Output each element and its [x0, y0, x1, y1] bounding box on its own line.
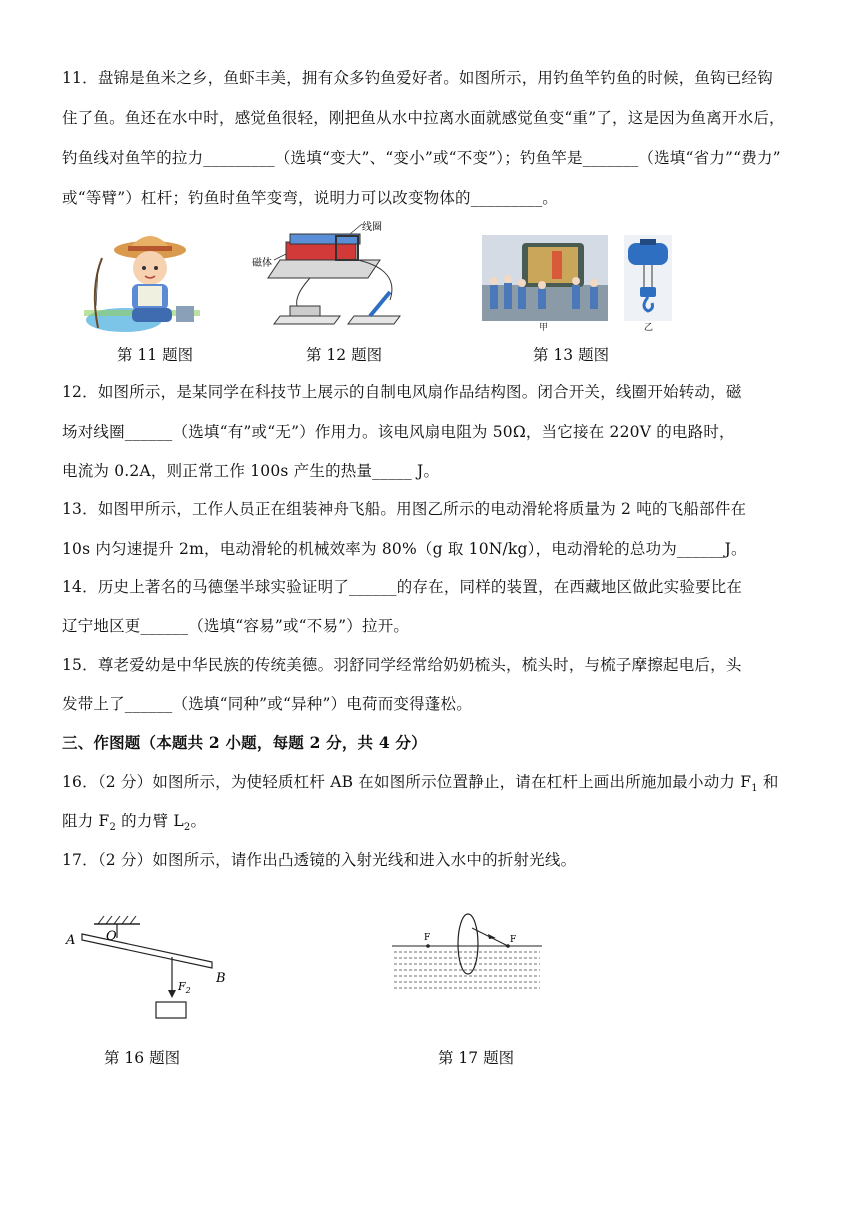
fishing-boy-illustration: [84, 228, 200, 336]
convex-lens-water-diagram: [392, 910, 542, 996]
q12-line-1: 12．如图所示，是某同学在科技节上展示的自制电风扇作品结构图。闭合开关，线圈开始转动，磁: [62, 383, 742, 401]
label-focus-right: F: [510, 935, 517, 945]
label-coil: 线圈: [362, 222, 382, 233]
q15-line-1: 15．尊老爱幼是中华民族的传统美德。羽舒同学经常给奶奶梳头，梳头时，与梳子摩擦起电后，头: [62, 656, 742, 674]
q13-line-1: 13．如图甲所示，工作人员正在组装神舟飞船。用图乙所示的电动滑轮将质量为 2 吨的飞船部件在: [62, 500, 747, 518]
caption-fig-11: 第 11 题图: [117, 346, 194, 364]
q14-line-2: 辽宁地区更______（选填“容易”或“不易”）拉开。: [62, 617, 410, 635]
caption-fig-16: 第 16 题图: [104, 1049, 181, 1067]
q14-line-1: 14．历史上著名的马德堡半球实验证明了______的存在，同样的装置，在西藏地区做此实验要比在: [62, 578, 743, 596]
caption-fig-13: 第 13 题图: [533, 346, 610, 364]
q11-line-4: 或“等臂”）杠杆；钓鱼时鱼竿变弯，说明力可以改变物体的_________。: [62, 189, 558, 207]
q11-line-1: 11．盘锦是鱼米之乡，鱼虾丰美，拥有众多钓鱼爱好者。如图所示，用钓鱼竿钓鱼的时候，鱼钩已经钩: [62, 69, 773, 87]
q12-line-3: 电流为 0.2A，则正常工作 100s 产生的热量_____ J。: [62, 462, 440, 480]
q12-line-2: 场对线圈______（选填“有”或“无”）作用力。该电风扇电阻为 50Ω，当它接在 220V 的电路时，: [62, 423, 735, 441]
q13-line-2: 10s 内匀速提升 2m，电动滑轮的机械效率为 80%（g 取 10N/kg），电动滑轮的总功为______J。: [62, 540, 747, 558]
label-O: O: [106, 929, 117, 944]
caption-fig-12: 第 12 题图: [306, 346, 383, 364]
spacecraft-assembly-photo: [482, 235, 608, 321]
q16-line-2: 阻力 $F_2$ 的力臂 $L_2$。: [62, 812, 207, 834]
label-magnet: 磁体: [252, 258, 272, 269]
electric-fan-diagram: [250, 220, 420, 336]
label-yi: 乙: [644, 323, 654, 333]
label-B: B: [216, 971, 226, 986]
caption-fig-17: 第 17 题图: [438, 1049, 515, 1067]
q15-line-2: 发带上了______（选填“同种”或“异种”）电荷而变得蓬松。: [62, 695, 472, 713]
lever-diagram: [62, 910, 232, 1022]
q17-line-1: 17．（2 分）如图所示，请作出凸透镜的入射光线和进入水中的折射光线。: [62, 851, 577, 869]
q11-line-2: 住了鱼。鱼还在水中时，感觉鱼很轻，刚把鱼从水中拉离水面就感觉鱼变“重”了，这是因为鱼离开水后，: [62, 109, 785, 127]
section-3-heading: 三、作图题（本题共 2 小题，每题 2 分，共 4 分）: [62, 733, 427, 752]
electric-pulley-photo: [624, 235, 672, 321]
q11-line-3: 钓鱼线对鱼竿的拉力_________（选填“变大”、“变小”或“不变”）；钓鱼竿是_______（选填“省力”“费力”: [62, 149, 781, 167]
label-A: A: [66, 933, 76, 948]
label-focus-left: F: [424, 933, 431, 943]
label-F2: $F_2$: [178, 980, 191, 995]
label-jia: 甲: [539, 323, 549, 333]
q16-line-1: 16．（2 分）如图所示，为使轻质杠杆 AB 在如图所示位置静止，请在杠杆上画出所施加最小动力 $F_1$ 和: [62, 773, 779, 795]
